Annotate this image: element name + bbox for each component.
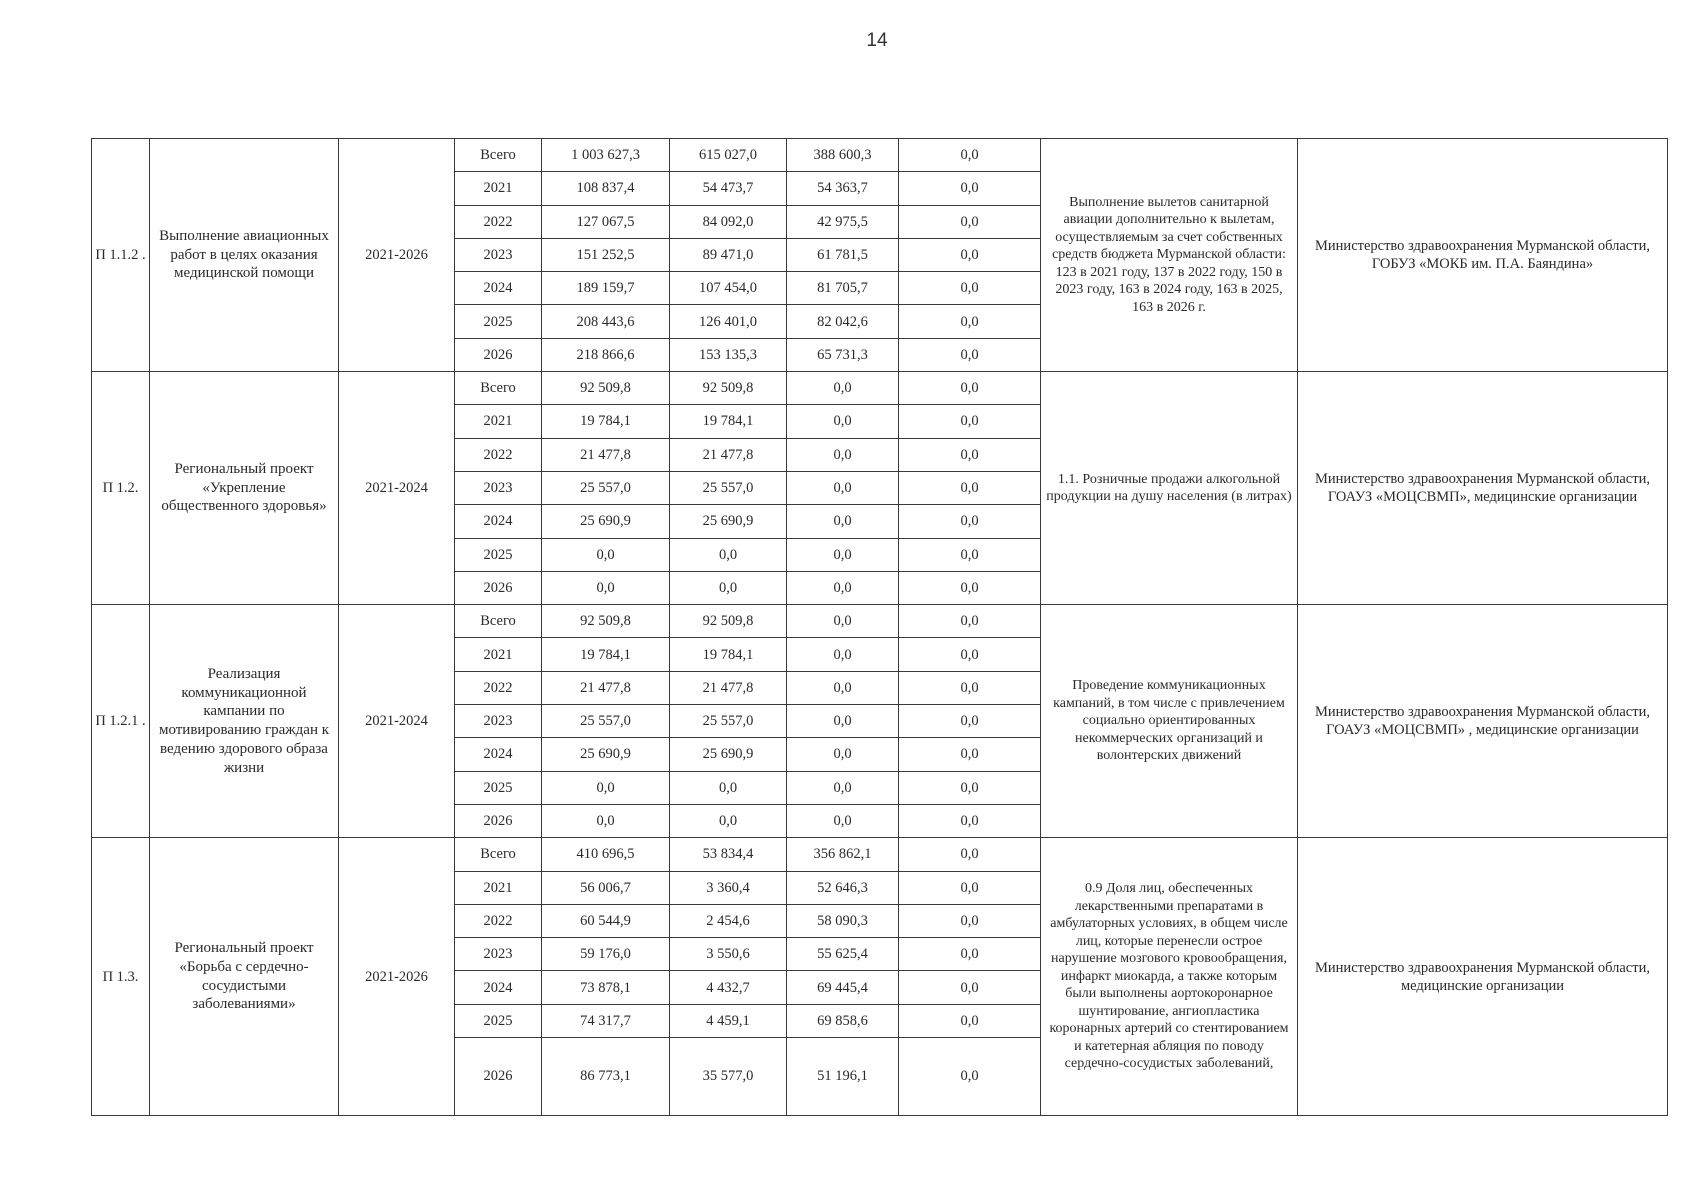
year-cell: 2022 bbox=[455, 671, 542, 704]
section-executor: Министерство здравоохранения Мурманской области, ГОАУЗ «МОЦСВМП», медицинские организации bbox=[1298, 372, 1668, 605]
year-cell: 2026 bbox=[455, 804, 542, 837]
total-cell: 56 006,7 bbox=[542, 871, 670, 904]
total-cell: 21 477,8 bbox=[542, 671, 670, 704]
source-2-cell: 69 858,6 bbox=[787, 1004, 899, 1037]
total-cell: 218 866,6 bbox=[542, 338, 670, 371]
year-cell: 2026 bbox=[455, 1038, 542, 1116]
source-3-cell: 0,0 bbox=[899, 172, 1041, 205]
source-1-cell: 21 477,8 bbox=[670, 671, 787, 704]
total-cell: 25 690,9 bbox=[542, 505, 670, 538]
total-cell: 25 557,0 bbox=[542, 705, 670, 738]
source-3-cell: 0,0 bbox=[899, 605, 1041, 638]
source-2-cell: 356 862,1 bbox=[787, 838, 899, 871]
section-index: П 1.2.1 . bbox=[92, 605, 150, 838]
total-cell: 92 509,8 bbox=[542, 372, 670, 405]
source-1-cell: 4 459,1 bbox=[670, 1004, 787, 1037]
source-2-cell: 69 445,4 bbox=[787, 971, 899, 1004]
source-3-cell: 0,0 bbox=[899, 338, 1041, 371]
source-3-cell: 0,0 bbox=[899, 205, 1041, 238]
source-2-cell: 0,0 bbox=[787, 771, 899, 804]
source-2-cell: 58 090,3 bbox=[787, 904, 899, 937]
source-1-cell: 615 027,0 bbox=[670, 139, 787, 172]
source-3-cell: 0,0 bbox=[899, 471, 1041, 504]
source-1-cell: 89 471,0 bbox=[670, 238, 787, 271]
total-cell: 0,0 bbox=[542, 538, 670, 571]
source-2-cell: 54 363,7 bbox=[787, 172, 899, 205]
source-2-cell: 0,0 bbox=[787, 671, 899, 704]
section-executor: Министерство здравоохранения Мурманской области, ГОАУЗ «МОЦСВМП» , медицинские организации bbox=[1298, 605, 1668, 838]
total-cell: 189 159,7 bbox=[542, 272, 670, 305]
section-goal: 0.9 Доля лиц, обеспеченных лекарственными препаратами в амбулаторных условиях, в общем числе лиц, которые перенесли острое нарушение мозгового кровообращения, инфаркт миокарда, а также которым были выполнены аортокоронарное шунтирование, ангиопластика коронарных артерий со стентированием и катетерная абляция по поводу сердечно-сосудистых заболеваний, bbox=[1041, 838, 1298, 1116]
year-cell: Всего bbox=[455, 605, 542, 638]
table-row bbox=[92, 838, 1668, 871]
total-cell: 19 784,1 bbox=[542, 405, 670, 438]
total-cell: 73 878,1 bbox=[542, 971, 670, 1004]
source-2-cell: 51 196,1 bbox=[787, 1038, 899, 1116]
source-2-cell: 0,0 bbox=[787, 372, 899, 405]
source-1-cell: 126 401,0 bbox=[670, 305, 787, 338]
total-cell: 74 317,7 bbox=[542, 1004, 670, 1037]
year-cell: 2025 bbox=[455, 305, 542, 338]
section-period: 2021-2026 bbox=[339, 139, 455, 372]
source-3-cell: 0,0 bbox=[899, 438, 1041, 471]
total-cell: 410 696,5 bbox=[542, 838, 670, 871]
section-goal: Проведение коммуникационных кампаний, в том числе с привлечением социально ориентированных некоммерческих организаций и волонтерских движений bbox=[1041, 605, 1298, 838]
source-1-cell: 54 473,7 bbox=[670, 172, 787, 205]
source-2-cell: 0,0 bbox=[787, 471, 899, 504]
year-cell: 2022 bbox=[455, 904, 542, 937]
source-3-cell: 0,0 bbox=[899, 838, 1041, 871]
source-1-cell: 0,0 bbox=[670, 571, 787, 604]
source-3-cell: 0,0 bbox=[899, 238, 1041, 271]
source-3-cell: 0,0 bbox=[899, 372, 1041, 405]
year-cell: 2026 bbox=[455, 338, 542, 371]
source-3-cell: 0,0 bbox=[899, 871, 1041, 904]
source-2-cell: 0,0 bbox=[787, 538, 899, 571]
total-cell: 0,0 bbox=[542, 804, 670, 837]
source-2-cell: 0,0 bbox=[787, 804, 899, 837]
source-1-cell: 92 509,8 bbox=[670, 605, 787, 638]
section-period: 2021-2024 bbox=[339, 605, 455, 838]
year-cell: 2024 bbox=[455, 272, 542, 305]
source-1-cell: 0,0 bbox=[670, 804, 787, 837]
source-3-cell: 0,0 bbox=[899, 571, 1041, 604]
section-executor: Министерство здравоохранения Мурманской области, медицинские организации bbox=[1298, 838, 1668, 1116]
table-row bbox=[92, 139, 1668, 172]
source-1-cell: 21 477,8 bbox=[670, 438, 787, 471]
source-1-cell: 107 454,0 bbox=[670, 272, 787, 305]
source-2-cell: 0,0 bbox=[787, 705, 899, 738]
source-2-cell: 0,0 bbox=[787, 438, 899, 471]
source-1-cell: 153 135,3 bbox=[670, 338, 787, 371]
year-cell: Всего bbox=[455, 838, 542, 871]
total-cell: 21 477,8 bbox=[542, 438, 670, 471]
source-3-cell: 0,0 bbox=[899, 1004, 1041, 1037]
source-3-cell: 0,0 bbox=[899, 738, 1041, 771]
section-name: Региональный проект «Борьба с сердечно-сосудистыми заболеваниями» bbox=[150, 838, 339, 1116]
year-cell: 2025 bbox=[455, 538, 542, 571]
source-3-cell: 0,0 bbox=[899, 505, 1041, 538]
source-1-cell: 0,0 bbox=[670, 538, 787, 571]
year-cell: Всего bbox=[455, 139, 542, 172]
section-name: Региональный проект «Укрепление общественного здоровья» bbox=[150, 372, 339, 605]
source-2-cell: 52 646,3 bbox=[787, 871, 899, 904]
source-1-cell: 25 557,0 bbox=[670, 471, 787, 504]
source-1-cell: 19 784,1 bbox=[670, 638, 787, 671]
year-cell: 2023 bbox=[455, 938, 542, 971]
year-cell: 2026 bbox=[455, 571, 542, 604]
year-cell: 2023 bbox=[455, 238, 542, 271]
source-3-cell: 0,0 bbox=[899, 671, 1041, 704]
total-cell: 60 544,9 bbox=[542, 904, 670, 937]
source-2-cell: 65 731,3 bbox=[787, 338, 899, 371]
source-2-cell: 0,0 bbox=[787, 738, 899, 771]
source-2-cell: 82 042,6 bbox=[787, 305, 899, 338]
year-cell: 2025 bbox=[455, 1004, 542, 1037]
source-3-cell: 0,0 bbox=[899, 638, 1041, 671]
total-cell: 0,0 bbox=[542, 771, 670, 804]
total-cell: 208 443,6 bbox=[542, 305, 670, 338]
table-row bbox=[92, 372, 1668, 405]
source-1-cell: 3 550,6 bbox=[670, 938, 787, 971]
source-2-cell: 55 625,4 bbox=[787, 938, 899, 971]
source-2-cell: 0,0 bbox=[787, 505, 899, 538]
source-1-cell: 0,0 bbox=[670, 771, 787, 804]
year-cell: 2021 bbox=[455, 405, 542, 438]
year-cell: 2023 bbox=[455, 471, 542, 504]
source-3-cell: 0,0 bbox=[899, 1038, 1041, 1116]
section-goal: Выполнение вылетов санитарной авиации дополнительно к вылетам, осуществляемым за счет собственных средств бюджета Мурманской области: 123 в 2021 году, 137 в 2022 году, 150 в 2023 году, 163 в 2024 году, 163 в 2025, 163 в 2026 г. bbox=[1041, 139, 1298, 372]
source-3-cell: 0,0 bbox=[899, 272, 1041, 305]
section-index: П 1.1.2 . bbox=[92, 139, 150, 372]
total-cell: 127 067,5 bbox=[542, 205, 670, 238]
source-3-cell: 0,0 bbox=[899, 305, 1041, 338]
source-1-cell: 3 360,4 bbox=[670, 871, 787, 904]
source-2-cell: 0,0 bbox=[787, 605, 899, 638]
year-cell: 2022 bbox=[455, 438, 542, 471]
table-row bbox=[92, 605, 1668, 638]
source-1-cell: 35 577,0 bbox=[670, 1038, 787, 1116]
source-3-cell: 0,0 bbox=[899, 804, 1041, 837]
page-number: 14 bbox=[866, 30, 888, 51]
source-1-cell: 53 834,4 bbox=[670, 838, 787, 871]
source-3-cell: 0,0 bbox=[899, 771, 1041, 804]
total-cell: 19 784,1 bbox=[542, 638, 670, 671]
total-cell: 25 690,9 bbox=[542, 738, 670, 771]
section-period: 2021-2026 bbox=[339, 838, 455, 1116]
year-cell: 2021 bbox=[455, 172, 542, 205]
source-1-cell: 84 092,0 bbox=[670, 205, 787, 238]
source-1-cell: 2 454,6 bbox=[670, 904, 787, 937]
source-3-cell: 0,0 bbox=[899, 904, 1041, 937]
source-3-cell: 0,0 bbox=[899, 139, 1041, 172]
section-name: Реализация коммуникационной кампании по мотивированию граждан к ведению здорового образа жизни bbox=[150, 605, 339, 838]
source-2-cell: 0,0 bbox=[787, 405, 899, 438]
section-goal: 1.1. Розничные продажи алкогольной продукции на душу населения (в литрах) bbox=[1041, 372, 1298, 605]
year-cell: 2025 bbox=[455, 771, 542, 804]
source-3-cell: 0,0 bbox=[899, 971, 1041, 1004]
source-1-cell: 92 509,8 bbox=[670, 372, 787, 405]
source-1-cell: 25 557,0 bbox=[670, 705, 787, 738]
year-cell: 2021 bbox=[455, 871, 542, 904]
section-index: П 1.3. bbox=[92, 838, 150, 1116]
total-cell: 108 837,4 bbox=[542, 172, 670, 205]
section-index: П 1.2. bbox=[92, 372, 150, 605]
year-cell: 2021 bbox=[455, 638, 542, 671]
source-3-cell: 0,0 bbox=[899, 538, 1041, 571]
source-1-cell: 25 690,9 bbox=[670, 505, 787, 538]
source-1-cell: 19 784,1 bbox=[670, 405, 787, 438]
source-2-cell: 42 975,5 bbox=[787, 205, 899, 238]
year-cell: 2023 bbox=[455, 705, 542, 738]
total-cell: 1 003 627,3 bbox=[542, 139, 670, 172]
source-2-cell: 388 600,3 bbox=[787, 139, 899, 172]
year-cell: 2024 bbox=[455, 971, 542, 1004]
source-2-cell: 81 705,7 bbox=[787, 272, 899, 305]
source-1-cell: 25 690,9 bbox=[670, 738, 787, 771]
section-period: 2021-2024 bbox=[339, 372, 455, 605]
total-cell: 151 252,5 bbox=[542, 238, 670, 271]
total-cell: 92 509,8 bbox=[542, 605, 670, 638]
source-2-cell: 0,0 bbox=[787, 638, 899, 671]
year-cell: 2022 bbox=[455, 205, 542, 238]
year-cell: Всего bbox=[455, 372, 542, 405]
source-2-cell: 0,0 bbox=[787, 571, 899, 604]
total-cell: 0,0 bbox=[542, 571, 670, 604]
source-3-cell: 0,0 bbox=[899, 405, 1041, 438]
year-cell: 2024 bbox=[455, 738, 542, 771]
section-executor: Министерство здравоохранения Мурманской области, ГОБУЗ «МОКБ им. П.А. Баяндина» bbox=[1298, 139, 1668, 372]
source-1-cell: 4 432,7 bbox=[670, 971, 787, 1004]
section-name: Выполнение авиационных работ в целях оказания медицинской помощи bbox=[150, 139, 339, 372]
year-cell: 2024 bbox=[455, 505, 542, 538]
source-3-cell: 0,0 bbox=[899, 938, 1041, 971]
source-2-cell: 61 781,5 bbox=[787, 238, 899, 271]
total-cell: 59 176,0 bbox=[542, 938, 670, 971]
source-3-cell: 0,0 bbox=[899, 705, 1041, 738]
program-table bbox=[91, 138, 1668, 1116]
total-cell: 25 557,0 bbox=[542, 471, 670, 504]
total-cell: 86 773,1 bbox=[542, 1038, 670, 1116]
